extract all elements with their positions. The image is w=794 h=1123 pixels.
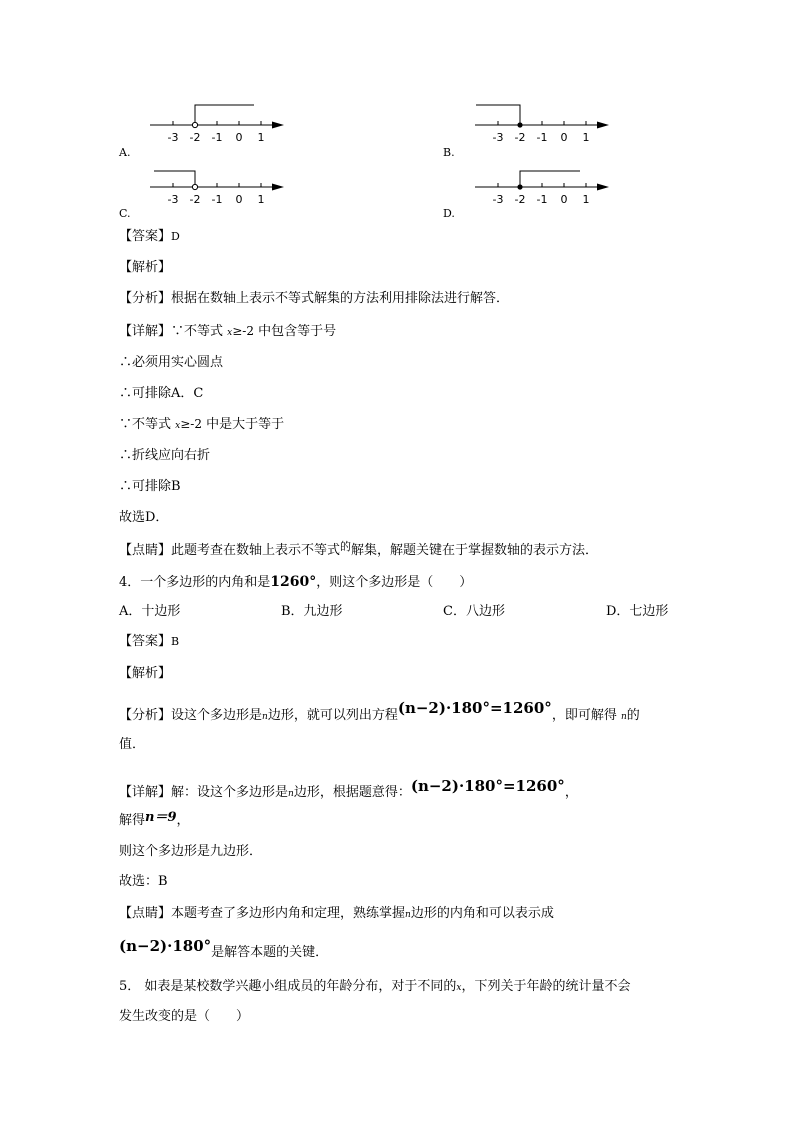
dianjing-a: 本题考查了多边形内角和定理，熟练掌握 xyxy=(171,906,406,921)
solution-bracket xyxy=(154,171,195,185)
number-line-b xyxy=(475,100,615,150)
number-line-d-svg xyxy=(475,162,615,212)
q4-choice-c: C．八边形 xyxy=(443,604,505,619)
xiangjie-text: ∵不等式 xyxy=(171,324,224,339)
tick-label: 0 xyxy=(560,131,568,144)
line4-a: ∵不等式 xyxy=(119,417,172,432)
q3-xiangjie-line xyxy=(119,322,336,342)
tick-label: 0 xyxy=(560,193,568,206)
q5-stem-b: ，下列关于年龄的统计量不会 xyxy=(461,979,631,994)
dianjing-text-a: 此题考查在数轴上表示不等式 xyxy=(171,543,341,558)
xiangjie-text-b: 中包含等于号 xyxy=(258,324,337,339)
tick-label: -1 xyxy=(211,131,223,144)
inequality-var: x xyxy=(175,421,181,431)
q5-stem-line2: 发生改变的是（ ） xyxy=(119,1009,250,1024)
fenxi-b: 边形，就可以列出方程 xyxy=(267,708,398,723)
tick-label: 1 xyxy=(257,131,265,144)
tick-label: 0 xyxy=(235,193,243,206)
q3-dianjing-line xyxy=(119,542,598,560)
q4-dianjing-line2 xyxy=(119,937,329,962)
tick-label: -3 xyxy=(492,193,504,206)
axis-arrow-icon xyxy=(272,184,284,191)
q3-line2: ∴必须用实心圆点 xyxy=(119,355,224,370)
open-dot xyxy=(192,184,197,189)
tick-label: 0 xyxy=(235,131,243,144)
solve-a: 解得 xyxy=(119,813,146,828)
tick-label: -1 xyxy=(211,193,223,206)
number-line-a-svg xyxy=(150,100,290,150)
expression: (n−2)·180° xyxy=(119,937,212,955)
inequality-op: ≥-2 xyxy=(232,324,254,338)
number-line-a xyxy=(150,100,290,150)
q4-choice-d: D．七边形 xyxy=(606,604,669,619)
answer-label: 【答案】 xyxy=(119,634,172,649)
q3-fenxi-line xyxy=(119,290,509,308)
q4-choice-b: B．九边形 xyxy=(281,604,343,619)
solution-bracket xyxy=(476,105,520,123)
number-line-d xyxy=(475,162,615,212)
axis-arrow-icon xyxy=(272,122,284,129)
equation: (n−2)·180°=1260° xyxy=(410,777,565,795)
tick-label: -3 xyxy=(492,131,504,144)
dianjing-text-b: 解集，解题关键在于掌握数轴的表示方法． xyxy=(351,543,599,558)
dianjing-c: 是解答本题的关键． xyxy=(211,945,329,960)
q4-conclusion: 则这个多边形是九边形． xyxy=(119,844,263,859)
answer-value: B xyxy=(171,635,180,648)
q4-stem-a: 4．一个多边形的内角和是 xyxy=(119,575,271,590)
option-d-label: D. xyxy=(443,207,455,220)
option-b-label: B. xyxy=(443,146,455,159)
q3-answer-line xyxy=(119,228,180,246)
number-line-c-svg xyxy=(150,162,290,212)
dianjing-label: 【点睛】 xyxy=(119,543,172,558)
xiangjie-c: ， xyxy=(564,785,578,800)
q3-line6: ∴可排除B xyxy=(119,479,181,494)
q5-stem-a: 5． 如表是某校数学兴趣小组成员的年龄分布，对于不同的 xyxy=(119,979,457,994)
fenxi-c: ，即可解得 xyxy=(551,708,617,723)
dianjing-b: 边形的内角和可以表示成 xyxy=(410,906,554,921)
solve-b: ， xyxy=(176,813,190,828)
axis-arrow-icon xyxy=(597,184,609,191)
solution-bracket xyxy=(195,105,254,123)
q4-answer-line xyxy=(119,633,179,651)
q4-xiangjie-line xyxy=(119,777,578,803)
tick-label: -1 xyxy=(536,193,548,206)
xiangjie-label: 【详解】 xyxy=(119,785,172,800)
tick-label: -1 xyxy=(536,131,548,144)
xiangjie-label: 【详解】 xyxy=(119,324,172,339)
open-dot xyxy=(192,122,197,127)
tick-label: 1 xyxy=(582,193,590,206)
q3-line7: 故选D． xyxy=(119,510,169,525)
q4-stem-b: ，则这个多边形是（ ） xyxy=(316,575,473,590)
var-n: n xyxy=(405,910,411,920)
number-line-b-svg xyxy=(475,100,615,150)
inequality-op: ≥-2 xyxy=(180,417,202,431)
axis-arrow-icon xyxy=(597,122,609,129)
xiangjie-a: 解：设这个多边形是 xyxy=(171,785,289,800)
q3-line5: ∴折线应向右折 xyxy=(119,448,211,463)
option-a-label: A. xyxy=(119,146,131,159)
q5-stem-line1 xyxy=(119,978,631,997)
solve-eq: n＝9 xyxy=(145,810,177,825)
q3-line3: ∴可排除A．C xyxy=(119,386,204,401)
fenxi-label: 【分析】 xyxy=(119,291,172,306)
tick-label: -2 xyxy=(514,131,526,144)
q3-line4 xyxy=(119,415,284,435)
option-c-label: C. xyxy=(119,207,131,220)
solution-bracket xyxy=(520,171,580,185)
number-line-c xyxy=(150,162,290,212)
inequality-var: x xyxy=(227,328,233,338)
line4-b: 中是大于等于 xyxy=(206,417,285,432)
tick-label: -2 xyxy=(189,131,201,144)
solid-dot xyxy=(517,184,522,189)
tick-label: -3 xyxy=(167,131,179,144)
fenxi-text: 根据在数轴上表示不等式解集的方法利用排除法进行解答． xyxy=(171,291,510,306)
q4-angle: 1260° xyxy=(270,574,317,590)
tick-label: -2 xyxy=(189,193,201,206)
q4-stem xyxy=(119,573,472,592)
var-n: n xyxy=(620,712,627,722)
answer-value: D xyxy=(171,230,180,243)
answer-label: 【答案】 xyxy=(119,229,172,244)
q3-jiexi: 【解析】 xyxy=(119,260,172,275)
var-n: n xyxy=(262,712,268,722)
var-n: n xyxy=(288,789,294,799)
q4-fenxi-line2: 值． xyxy=(119,737,146,752)
xiangjie-b: 边形，根据题意得： xyxy=(293,785,411,800)
q4-dianjing-line xyxy=(119,905,554,924)
fenxi-label: 【分析】 xyxy=(119,708,172,723)
tick-label: 1 xyxy=(582,131,590,144)
q4-solve-line xyxy=(119,812,190,830)
dianjing-de: 的 xyxy=(340,540,352,553)
fenxi-d: 的 xyxy=(626,708,640,723)
q4-jiexi: 【解析】 xyxy=(119,666,172,681)
tick-label: 1 xyxy=(257,193,265,206)
equation: (n−2)·180°=1260° xyxy=(397,699,552,717)
var-x: x xyxy=(456,983,462,993)
q4-fenxi-line xyxy=(119,699,640,726)
tick-label: -3 xyxy=(167,193,179,206)
dianjing-label: 【点睛】 xyxy=(119,906,172,921)
solid-dot xyxy=(517,122,522,127)
tick-label: -2 xyxy=(514,193,526,206)
q4-choose: 故选：B xyxy=(119,874,168,889)
q4-choice-a: A．十边形 xyxy=(119,604,181,619)
fenxi-a: 设这个多边形是 xyxy=(171,708,263,723)
